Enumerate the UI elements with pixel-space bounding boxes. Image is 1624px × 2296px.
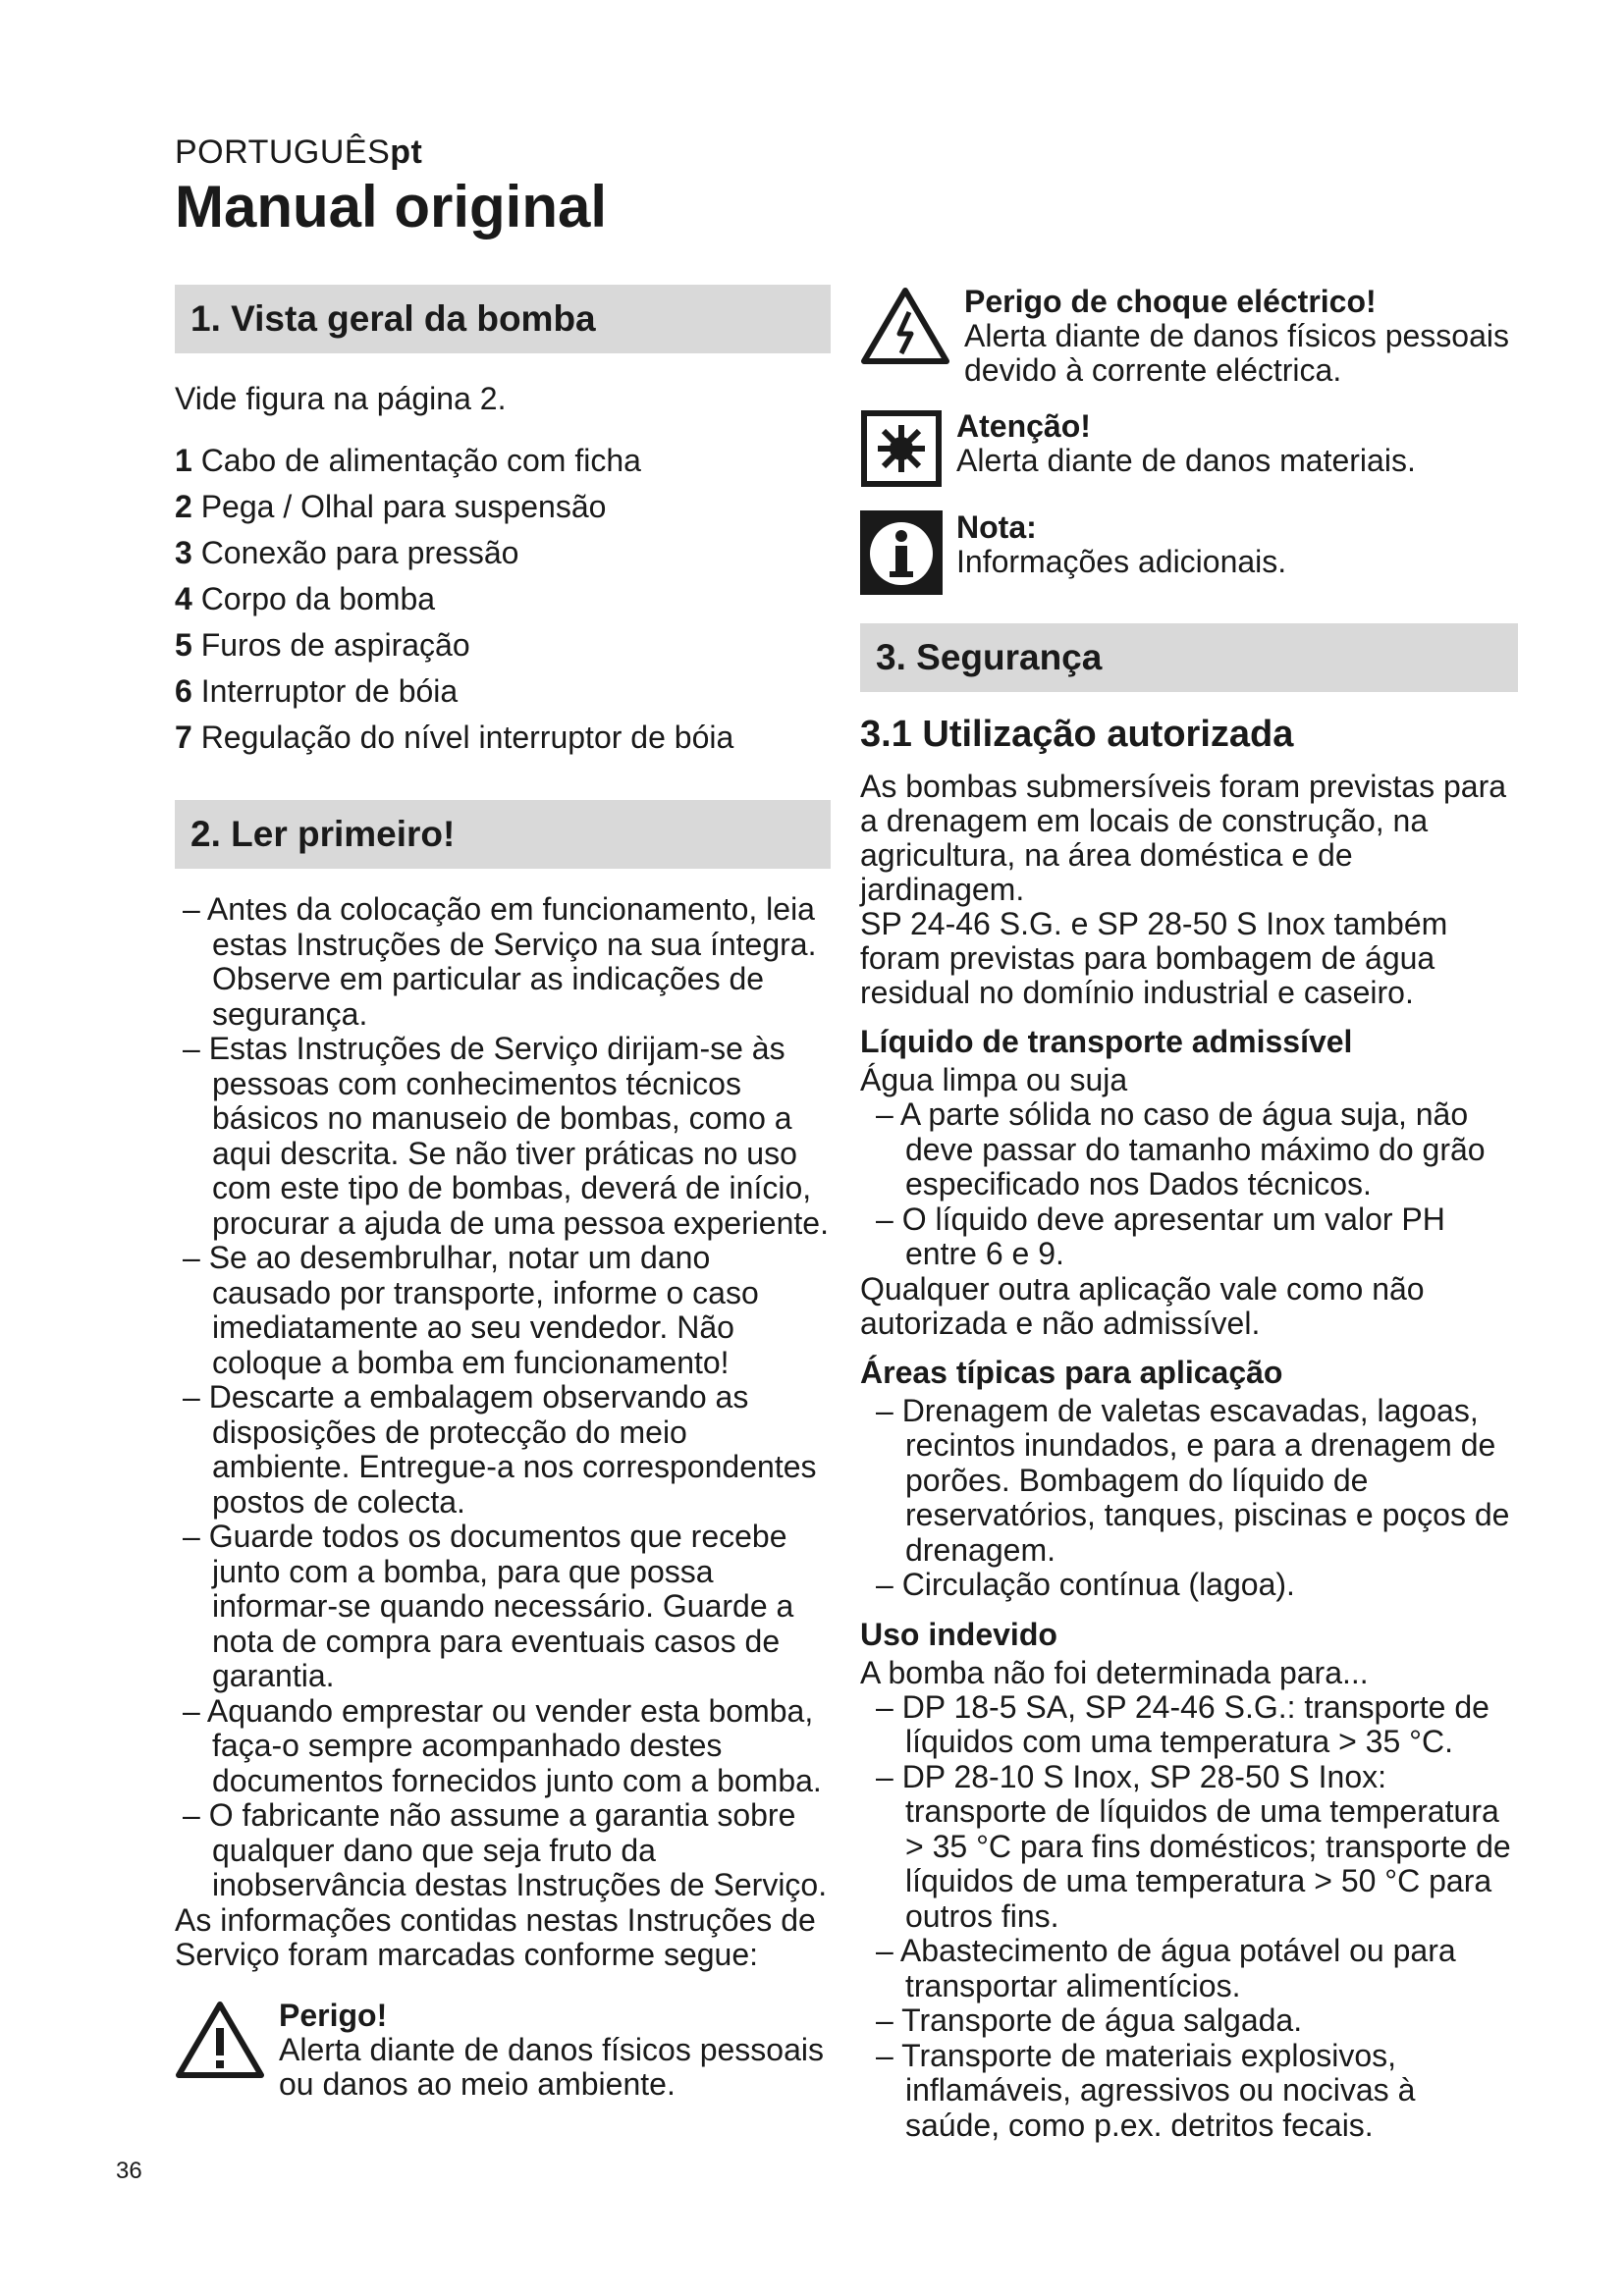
note-title: Nota: [956, 509, 1037, 545]
note-text: Informações adicionais. [956, 544, 1287, 579]
item-text: Pega / Olhal para suspensão [191, 489, 607, 524]
item-number: 3 [175, 535, 192, 570]
item-number: 1 [175, 443, 192, 478]
info-note [860, 510, 1518, 600]
parts-list [175, 438, 831, 761]
left-column [175, 285, 831, 2102]
authorized-use-heading: 3.1 Utilização autorizada [860, 714, 1294, 755]
list-item [175, 668, 831, 715]
right-column [860, 285, 1518, 2143]
item-text: Corpo da bomba [191, 581, 436, 616]
electric-shock-warning-icon [860, 285, 950, 370]
page-title: Manual original [175, 174, 608, 240]
note-title: Atenção! [956, 408, 1091, 444]
list-item [175, 484, 831, 530]
page-number: 36 [116, 2158, 142, 2184]
list-item: – Circulação contínua (lagoa). [876, 1567, 1295, 1602]
section-1-intro: Vide figura na página 2. [175, 381, 507, 416]
list-item: – Aquando emprestar ou vender esta bomba, faça-o sempre acompanhado destes documentos fornecidos junto com a bomba. [183, 1692, 822, 1798]
note-title: Perigo de choque eléctrico! [964, 284, 1377, 319]
info-icon [860, 510, 943, 600]
danger-text: Alerta diante de danos físicos pessoais ou danos ao meio ambiente. [279, 2031, 824, 2102]
section-2-heading: 2. Ler primeiro! [175, 800, 831, 869]
application-areas-list [860, 1394, 1518, 1603]
admissible-liquid-heading: Líquido de transporte admissível [860, 1024, 1353, 1059]
list-item: – A parte sólida no caso de água suja, não deve passar do tamanho máximo do grão especificado nos Dados técnicos. [876, 1096, 1486, 1201]
other-use-text: Qualquer outra aplicação vale como não autorizada e não admissível. [860, 1270, 1425, 1341]
read-first-list [175, 892, 831, 1903]
admissible-liquid-list [860, 1097, 1518, 1272]
note-text: Alerta diante de danos materiais. [956, 443, 1416, 478]
list-item [175, 530, 831, 576]
item-text: Regulação do nível interruptor de bóia [191, 720, 734, 755]
list-item [175, 715, 831, 761]
list-item: – Estas Instruções de Serviço dirijam-se às pessoas com conhecimentos técnicos básicos no manuseio de bombas, como a aqui descrita. Se não tiver práticas no uso com este tipo de bombas, deverá de início, procurar a ajuda de uma pessoa experiente. [183, 1031, 829, 1241]
list-item: – Transporte de materiais explosivos, inflamáveis, agressivos ou nocivas à saúde, como p.ex. detritos fecais. [876, 2037, 1416, 2143]
list-item: – Descarte a embalagem observando as disposições de protecção do meio ambiente. Entregue-a nos correspondentes postos de colecta. [183, 1379, 817, 1520]
danger-title: Perigo! [279, 1997, 388, 2033]
list-item: – O líquido deve apresentar um valor PH entre 6 e 9. [876, 1201, 1445, 1271]
danger-warning-icon [175, 1999, 265, 2084]
list-item [175, 438, 831, 484]
authorized-use-para: As bombas submersíveis foram previstas para a drenagem em locais de construção, na agricultura, na área doméstica e de jardinagem. [860, 769, 1507, 907]
marking-text: As informações contidas nestas Instruções de Serviço foram marcadas conforme segue: [175, 1901, 816, 1972]
list-item: – O fabricante não assume a garantia sobre qualquer dano que seja fruto da inobservância destas Instruções de Serviço. [183, 1797, 828, 1902]
item-text: Conexão para pressão [191, 535, 519, 570]
item-number: 4 [175, 581, 192, 616]
item-text: Interruptor de bóia [191, 673, 459, 709]
misuse-intro: A bomba não foi determinada para... [860, 1654, 1369, 1690]
note-text: Alerta diante de danos físicos pessoais devido à corrente eléctrica. [964, 318, 1509, 388]
authorized-use-para-2: SP 24-46 S.G. e SP 28-50 S Inox também foram previstas para bombagem de água residual no domínio industrial e caseiro. [860, 906, 1448, 1010]
item-number: 7 [175, 720, 192, 755]
caution-icon [860, 409, 943, 493]
item-number: 2 [175, 489, 192, 524]
language-label [175, 133, 422, 172]
item-text: Furos de aspiração [191, 627, 470, 663]
misuse-heading: Uso indevido [860, 1616, 1057, 1652]
list-item: – Antes da colocação em funcionamento, leia estas Instruções de Serviço na sua íntegra. Observe em particular as indicações de segurança. [183, 891, 817, 1032]
misuse-list [860, 1690, 1518, 2144]
item-number: 5 [175, 627, 192, 663]
item-number: 6 [175, 673, 192, 709]
danger-note [175, 1999, 831, 2102]
list-item [175, 576, 831, 622]
list-item: – Guarde todos os documentos que recebe junto com a bomba, para que possa informar-se quando necessário. Guarde a nota de compra para eventuais casos de garantia. [183, 1519, 794, 1693]
language-code: pt [390, 133, 423, 171]
list-item: – DP 28-10 S Inox, SP 28-50 S Inox: transporte de líquidos de uma temperatura > 35 °C para fins domésticos; transporte de líquidos de uma temperatura > 50 °C para outros fins. [876, 1758, 1511, 1934]
admissible-liquid-intro: Água limpa ou suja [860, 1062, 1128, 1097]
language-name: PORTUGUÊS [175, 133, 391, 171]
item-text: Cabo de alimentação com ficha [191, 443, 641, 478]
list-item [175, 622, 831, 668]
list-item: – DP 18-5 SA, SP 24-46 S.G.: transporte de líquidos com uma temperatura > 35 °C. [876, 1688, 1489, 1759]
section-3-heading: 3. Segurança [860, 623, 1518, 692]
list-item: – Drenagem de valetas escavadas, lagoas, recintos inundados, e para a drenagem de porões. Bombagem do líquido de reservatórios, tanques, piscinas e poços de drenagem. [876, 1392, 1510, 1568]
application-areas-heading: Áreas típicas para aplicação [860, 1354, 1283, 1390]
list-item: – Transporte de água salgada. [876, 2002, 1303, 2038]
electric-shock-note [860, 285, 1518, 388]
list-item: – Abastecimento de água potável ou para transportar alimentícios. [876, 1933, 1456, 2003]
list-item: – Se ao desembrulhar, notar um dano causado por transporte, informe o caso imediatamente ao seu vendedor. Não coloque a bomba em funcionamento! [183, 1240, 759, 1380]
section-1-heading: 1. Vista geral da bomba [175, 285, 831, 353]
caution-note [860, 409, 1518, 493]
